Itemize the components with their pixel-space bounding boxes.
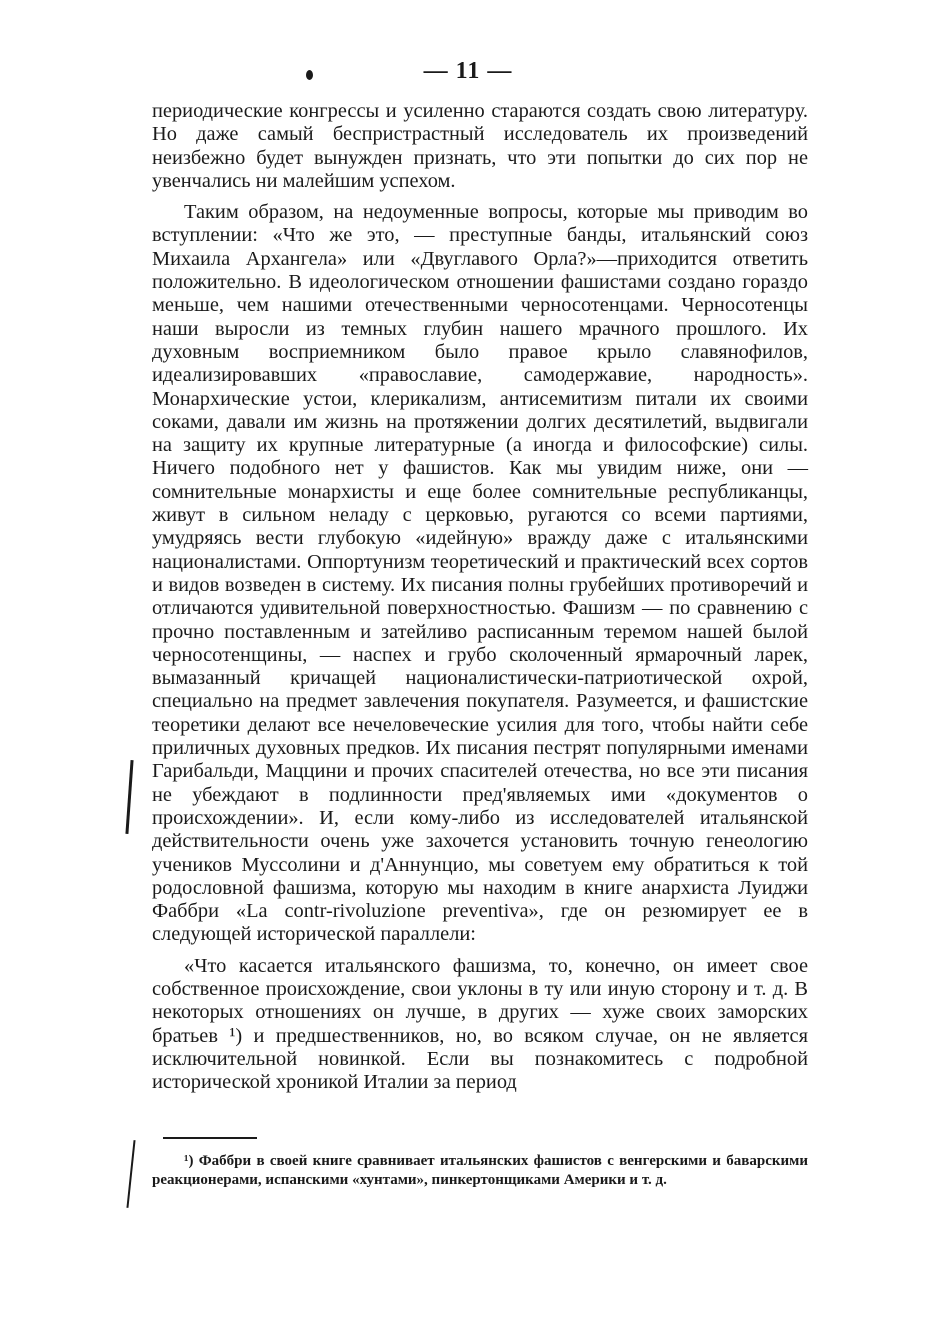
paragraph-continuation: периодические конгрессы и усиленно стараются создать свою литературу. Но даже самый беспристрастный исследователь их произведений неизбежно будет вынужден признать, что эти попытки до сих пор не увенчались ни малейшим успехом.: [152, 100, 808, 192]
footnote: ¹) Фаббри в своей книге сравнивает итальянских фашистов с венгерскими и баварскими реакционерами, испанскими «хунтами», пинкертонщиками Америки и т. д.: [152, 1153, 808, 1188]
footnote-divider: [163, 1137, 257, 1139]
main-text: [152, 100, 808, 1102]
paragraph-main: Таким образом, на недоуменные вопросы, которые мы приводим во вступлении: «Что же это, — преступные банды, итальянский союз Михаила Архангела» или «Двуглавого Орла?»—приходится ответить положительно. В идеологическом отношении фашистами создано гораздо меньше, чем нашими отечественными черносотенцами. Черносотенцы наши выросли из темных глубин нашего мрачного прошлого. Их духовным восприемником было правое крыло славянофилов, идеализировавших «православие, самодержавие, народность». Монархические устои, клерикализм, антисемитизм питали их своими соками, давали им жизнь на протяжении долгих десятилетий, выдвигали на защиту их крупные литературные (а иногда и философские) силы. Ничего подобного нет у фашистов. Как мы увидим ниже, они — сомнительные монархисты и еще более сомнительные республиканцы, живут в сильном неладу с церковью, ругаются со всеми партиями, умудряясь вести глубокую «идейную» вражду даже с итальянскими националистами. Оппортунизм теоретический и практический всех сортов и видов возведен в систему. Их писания полны грубейших противоречий и отличаются удивительной поверхностностью. Фашизм — по сравнению с прочно поставленным и затейливо расписанным теремом нашей былой черносотенщины, — наспех и грубо сколоченный ярмарочный ларек, вымазанный кричащей националистически-патриотической охрой, специально на предмет завлечения покупателя. Разумеется, и фашистские теоретики делают все нечеловеческие усилия для того, чтобы найти себе приличных духовных предков. Их писания пестрят популярными именами Гарибальди, Маццини и прочих спасителей отечества, но все эти писания не убеждают в подлинности пред'являемых ими «документов о происхождении». И, если кому-либо из исследователей итальянской действительности очень уже захочется установить точную генеологию учеников Муссолини и д'Аннунцио, мы советуем ему обратиться к той родословной фашизма, которую мы находим в книге анархиста Луиджи Фаббри «La contr-rivoluzione preventiva», где он резюмирует ее в следующей исторической параллели:: [152, 201, 808, 946]
margin-pencil-mark: [125, 760, 133, 834]
page-number: — 11 —: [423, 58, 513, 84]
paragraph-quote: «Что касается итальянского фашизма, то, конечно, он имеет свое собственное происхождение, свои уклоны в ту или иную сторону и т. д. В некоторых отношениях он лучше, в других — хуже своих заморских братьев ¹) и предшественников, но, во всяком случае, он не является исключительной новинкой. Если вы познакомитесь с подробной исторической хроникой Италии за период: [152, 954, 808, 1094]
margin-pencil-mark-footnote: [126, 1140, 135, 1208]
